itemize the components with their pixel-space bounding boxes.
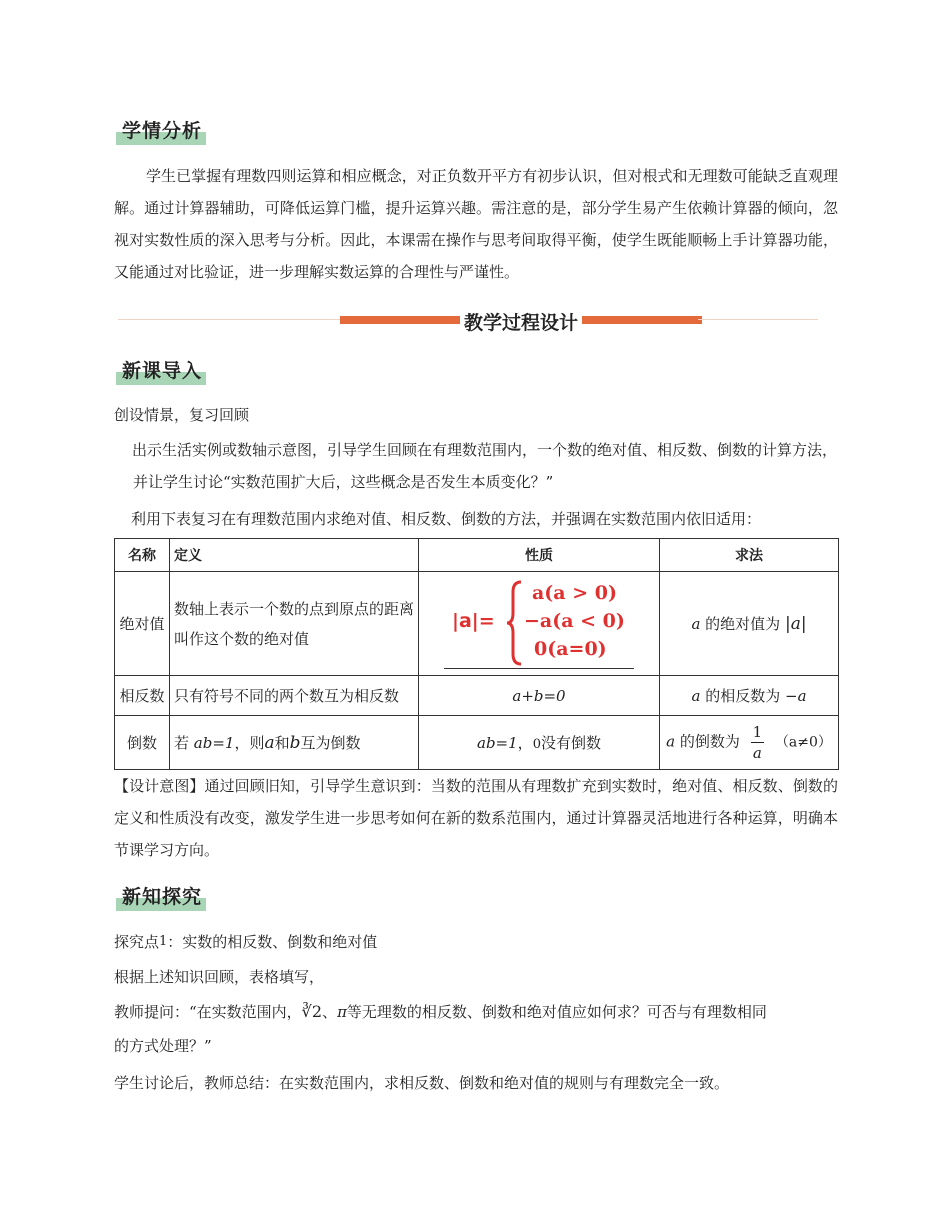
method-var: a bbox=[691, 687, 701, 705]
table-header-row bbox=[115, 539, 839, 572]
explore-prefix: 探究点 bbox=[114, 933, 160, 951]
teacher-question-line1 bbox=[114, 1002, 767, 1022]
banner-title bbox=[460, 308, 582, 335]
prop-mid: ， bbox=[517, 734, 533, 752]
table-row bbox=[115, 572, 839, 676]
xueqing-paragraph bbox=[114, 160, 838, 288]
design-intent-paragraph bbox=[114, 770, 838, 866]
abs-property-cell bbox=[419, 572, 660, 676]
section-title-xueqing: 学情分析 bbox=[116, 116, 206, 145]
recip-method-cell bbox=[660, 716, 839, 770]
method-var: a bbox=[666, 732, 676, 751]
method-expr: |a| bbox=[784, 614, 807, 634]
teacher-q-mid: 、 bbox=[322, 1003, 338, 1021]
method-expr: −a bbox=[785, 687, 807, 705]
table-row bbox=[115, 676, 839, 716]
process-design-banner bbox=[118, 308, 818, 332]
row-name: 相反数 bbox=[115, 676, 170, 716]
teacher-question-line2: 的方式处理？” bbox=[114, 1037, 212, 1055]
intro-label: 创设情景，复习回顾 bbox=[114, 406, 250, 424]
row-definition: 数轴上表示一个数的点到原点的距离叫作这个数的绝对值 bbox=[170, 572, 419, 676]
left-brace-icon bbox=[506, 580, 524, 666]
def-mid1: ，则 bbox=[234, 734, 265, 752]
summary-line: 学生讨论后，教师总结：在实数范围内，求相反数、倒数和绝对值的规则与有理数完全一致。 bbox=[114, 1074, 730, 1092]
banner-title-text: 教学过程设计 bbox=[463, 312, 579, 334]
def-a: a bbox=[264, 733, 275, 753]
method-condition: （a≠0） bbox=[774, 734, 832, 751]
fill-table-line: 根据上述知识回顾，表格填写， bbox=[114, 968, 325, 986]
abs-piecewise bbox=[444, 580, 634, 668]
fraction-denominator: a bbox=[752, 744, 762, 762]
explore-text: ：实数的相反数、倒数和绝对值 bbox=[167, 933, 378, 951]
abs-lhs: |a|= bbox=[452, 609, 495, 632]
method-text: 的相反数为 bbox=[705, 687, 781, 705]
method-text: 的倒数为 bbox=[679, 732, 740, 751]
prop-zero: 0 bbox=[532, 737, 541, 752]
case-3: 0(a=0) bbox=[534, 637, 607, 660]
banner-rule-left bbox=[118, 319, 344, 320]
row-name: 倒数 bbox=[115, 716, 170, 770]
table-lead: 利用下表复习在有理数范围内求绝对值、相反数、倒数的方法，并强调在实数范围内依旧适用： bbox=[131, 510, 762, 528]
header-name: 名称 bbox=[115, 539, 170, 572]
def-b: b bbox=[289, 733, 301, 753]
cube-root-two: ∛2 bbox=[301, 1002, 323, 1021]
section-title-xinzhi: 新知探究 bbox=[116, 882, 206, 911]
teacher-q-suffix: 等无理数的相反数、倒数和绝对值应如何求？可否与有理数相同 bbox=[346, 1003, 767, 1021]
abs-method-cell bbox=[660, 572, 839, 676]
def-mid2: 和 bbox=[274, 734, 290, 752]
header-definition: 定义 bbox=[170, 539, 419, 572]
recip-property-cell bbox=[419, 716, 660, 770]
row-definition: 只有符号不同的两个数互为相反数 bbox=[170, 676, 419, 716]
explore-num: 1 bbox=[159, 934, 168, 949]
case-2: −a(a < 0) bbox=[524, 609, 625, 632]
recip-definition-cell bbox=[170, 716, 419, 770]
table-row bbox=[115, 716, 839, 770]
underline-rule bbox=[444, 668, 634, 669]
xueqing-text: 学生已掌握有理数四则运算和相应概念，对正负数开平方有初步认识，但对根式和无理数可能缺乏直观理解。通过计算器辅助，可降低运算门槛，提升运算兴趣。需注意的是，部分学生易产生依赖计算器的倾向，忽视对实数性质的深入思考与分析。因此，本课需在操作与思考间取得平衡，使学生既能顺畅上手计算器功能，又能通过对比验证，进一步理解实数运算的合理性与严谨性。 bbox=[114, 167, 838, 281]
banner-rule-right bbox=[698, 319, 818, 320]
fraction bbox=[751, 722, 765, 763]
method-text: 的绝对值为 bbox=[705, 615, 781, 633]
row-name: 绝对值 bbox=[115, 572, 170, 676]
intro-text: 出示生活实例或数轴示意图，引导学生回顾在有理数范围内，一个数的绝对值、相反数、倒数的计算方法，并让学生讨论“实数范围扩大后，这些概念是否发生本质变化？” bbox=[132, 441, 838, 491]
intro-paragraph bbox=[133, 434, 837, 498]
explore-point-line bbox=[114, 932, 377, 952]
method-var: a bbox=[691, 615, 701, 633]
teacher-q-prefix: 教师提问：“在实数范围内， bbox=[114, 1003, 302, 1021]
prop-expr: ab=1 bbox=[477, 734, 518, 752]
header-property: 性质 bbox=[419, 539, 660, 572]
def-expr: ab=1 bbox=[193, 734, 235, 752]
section-title-xinke: 新课导入 bbox=[116, 356, 206, 385]
case-1: a(a > 0) bbox=[532, 581, 617, 604]
design-intent-text: 【设计意图】通过回顾旧知，引导学生意识到：当数的范围从有理数扩充到实数时，绝对值、相反数、倒数的定义和性质没有改变，激发学生进一步思考如何在新的数系范围内，通过计算器灵活地进行各种运算，明确本节课学习方向。 bbox=[114, 777, 838, 859]
prop-text: 没有倒数 bbox=[540, 734, 601, 752]
def-prefix: 若 bbox=[174, 734, 190, 752]
header-method: 求法 bbox=[660, 539, 839, 572]
pi-symbol: π bbox=[337, 1003, 347, 1021]
review-table bbox=[114, 538, 839, 770]
row-property: a+b=0 bbox=[419, 676, 660, 716]
def-suffix: 互为倒数 bbox=[300, 734, 361, 752]
opp-method-cell bbox=[660, 676, 839, 716]
fraction-numerator: 1 bbox=[752, 723, 763, 741]
